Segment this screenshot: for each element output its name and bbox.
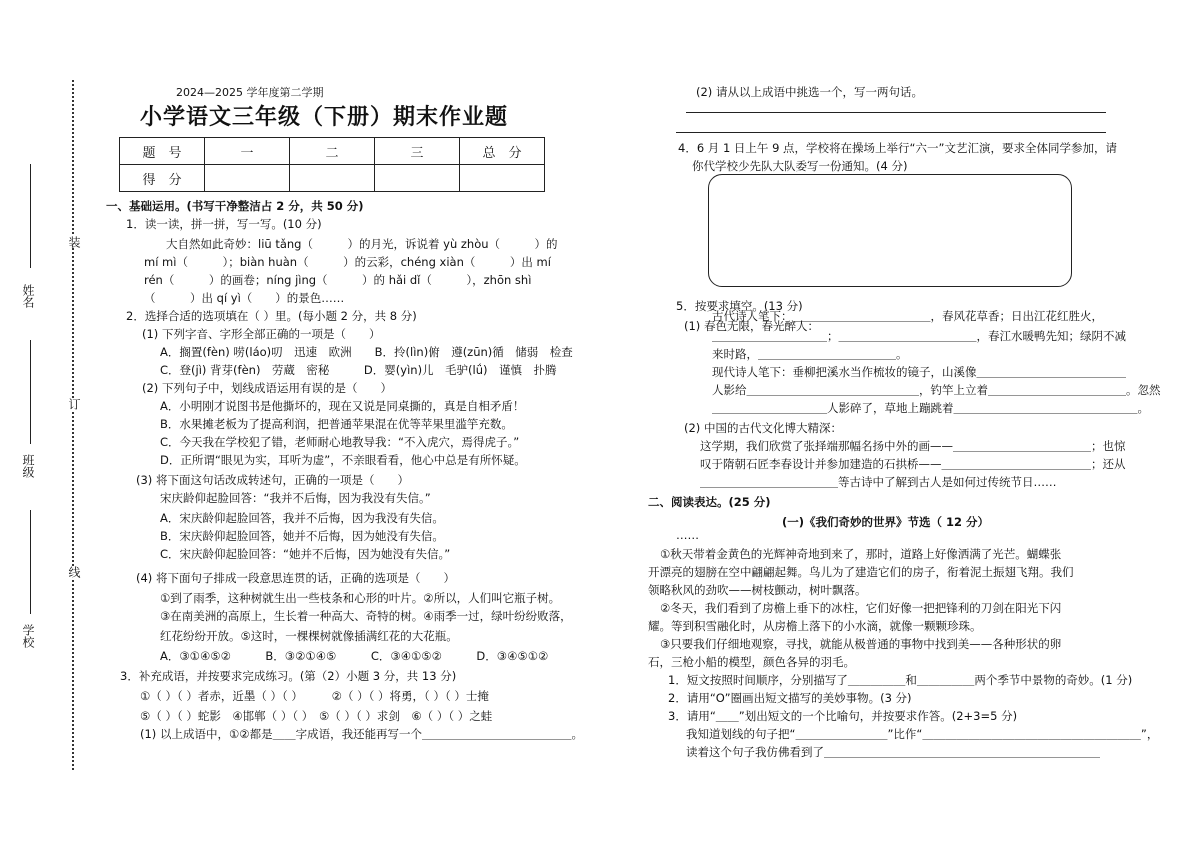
bind-word-ding: 订 (67, 398, 81, 410)
answer-line[interactable] (686, 112, 1106, 113)
fill-line: ＿＿＿＿＿＿＿＿＿＿＿＿等古诗中了解到古人是如何过传统节日…… (700, 475, 1057, 489)
sub-question: (1) 春色无限，春光醉人： (684, 319, 819, 333)
option-line: C．今天我在学校犯了错，老师耐心地教导我：“不入虎穴，焉得虎子。” (160, 435, 520, 449)
sub-question: (3) 将下面这句话改成转述句，正确的一项是（ ） (136, 473, 409, 487)
passage-line: ③在南美洲的高原上，生长着一种高大、奇特的树。④雨季一过，绿叶纷纷败落， (160, 609, 572, 623)
fill-line: 叹于隋朝石匠李春设计并参加建造的石拱桥——＿＿＿＿＿＿＿＿＿＿＿＿＿；还从 (700, 457, 1126, 471)
option-line: A．宋庆龄仰起脸回答，我并不后悔，因为我没有失信。 (160, 511, 444, 525)
section-heading: 一、基础运用。(书写干净整洁占 2 分，共 50 分) (106, 199, 364, 213)
passage-line: …… (676, 528, 699, 542)
score-cell: 总 分 (460, 138, 545, 165)
option-line: A．③①④⑤② B．③②①④⑤ C．③④①⑤② D．③④⑤①② (160, 649, 549, 663)
score-input-cell[interactable] (375, 165, 460, 192)
passage-line: ①到了雨季，这种树就生出一些枝条和心形的叶片。②所以，人们叫它瓶子树。 (160, 591, 561, 605)
sub-question: (2) 请从以上成语中挑选一个，写一两句话。 (696, 85, 923, 99)
question-5: 5．按要求填空。(13 分) (676, 299, 803, 313)
option-line: B．水果摊老板为了提高利润，把普通苹果混在优等苹果里滥竽充数。 (160, 417, 513, 431)
school-label: 学校 (21, 624, 35, 648)
question-4: 4．6 月 1 日上午 9 点，学校将在操场上举行“六一”文艺汇演，要求全体同学参加，请 (678, 141, 1117, 155)
score-table-row (120, 165, 545, 192)
score-cell: 一 (205, 138, 290, 165)
pinyin-line: rén（ ）的画卷；níng jìng（ ）的 hǎi dǐ（ ），zhōn shì (144, 273, 532, 287)
passage-line: 领略秋风的劲吹——树枝颤动，树叶飘落。 (648, 583, 867, 597)
fill-line: 现代诗人笔下：垂柳把溪水当作梳妆的镜子，山溪像＿＿＿＿＿＿＿＿＿＿＿＿＿ (712, 365, 1126, 379)
fill-line: ＿＿＿＿＿＿＿＿＿＿人影碎了，草地上蹦跳着＿＿＿＿＿＿＿＿＿＿＿＿＿＿＿＿。 (712, 401, 1149, 415)
name-field[interactable] (30, 164, 31, 268)
bind-word-zhuang: 装 (67, 236, 81, 248)
binding-margin (0, 0, 92, 849)
option-line: D．正所谓“眼见为实，耳听为虚”，不亲眼看看，他心中总是有所怀疑。 (160, 453, 526, 467)
passage-line: 耀。等到积雪融化时，从房檐上落下的小水滴，就像一颗颗珍珠。 (648, 619, 982, 633)
bind-word-xian: 线 (67, 566, 81, 578)
score-input-cell[interactable] (460, 165, 545, 192)
option-line: C．宋庆龄仰起脸回答：“她并不后悔，因为她没有失信。” (160, 547, 451, 561)
page-title: 小学语文三年级（下册）期末作业题 (140, 104, 509, 130)
question-1: 1．读一读，拼一拼，写一写。(10 分) (126, 217, 322, 231)
binding-dotted-line (72, 80, 74, 770)
fill-line: 人影给＿＿＿＿＿＿＿＿＿＿＿＿＿＿＿，钓竿上立着＿＿＿＿＿＿＿＿＿＿＿＿。忽然 (712, 383, 1161, 397)
notice-writing-box[interactable] (708, 174, 1072, 287)
sub-question: (1) 下列字音、字形全部正确的一项是（ ） (142, 327, 381, 341)
term-subtitle: 2024—2025 学年度第二学期 (176, 86, 324, 99)
fill-line: 读着这个句子我仿佛看到了＿＿＿＿＿＿＿＿＿＿＿＿＿＿＿＿＿＿＿＿＿＿＿＿ (686, 745, 1100, 759)
fill-line: 古代诗人笔下：＿＿＿＿＿＿＿＿＿＿＿＿，春风花草香；日出江花红胜火， (712, 309, 1103, 323)
sub-question: (4) 将下面句子排成一段意思连贯的话，正确的选项是（ ） (136, 571, 455, 585)
answer-line[interactable] (676, 132, 1106, 133)
reading-question: 3．请用“＿＿”划出短文的一个比喻句，并按要求作答。(2+3=5 分) (668, 709, 1018, 723)
question-3: 3．补充成语，并按要求完成练习。(第（2）小题 3 分，共 13 分) (120, 669, 457, 683)
pinyin-line: 大自然如此奇妙：liū tǎng（ ）的月光，诉说着 yù zhòu（ ）的 (166, 237, 558, 251)
fill-line: 这学期，我们欣赏了张择端那幅名扬中外的画——＿＿＿＿＿＿＿＿＿＿＿＿；也惊 (700, 439, 1126, 453)
pinyin-line: mí mì（ ）；biàn huàn（ ）的云彩，chéng xiàn（ ）出 mí (144, 255, 551, 269)
school-field[interactable] (30, 510, 31, 614)
idiom-question: (1) 以上成语中，①②都是＿＿字成语，我还能再写一个＿＿＿＿＿＿＿＿＿＿＿＿＿。 (140, 727, 584, 741)
passage-line: 红花纷纷开放。⑤这时，一棵棵树就像插满红花的大花瓶。 (160, 629, 458, 643)
reading-question: 1．短文按照时间顺序，分别描写了＿＿＿＿＿和＿＿＿＿＿两个季节中景物的奇妙。(1 分) (668, 673, 1133, 687)
fill-line: 我知道划线的句子把“＿＿＿＿＿＿＿＿”比作“＿＿＿＿＿＿＿＿＿＿＿＿＿＿＿＿＿＿＿”， (686, 727, 1159, 741)
fill-line: 来时路，＿＿＿＿＿＿＿＿＿＿＿＿。 (712, 347, 908, 361)
pinyin-line: （ ）出 qí yì（ ）的景色…… (144, 291, 345, 305)
score-cell: 三 (375, 138, 460, 165)
idiom-line: ⑤（ ）（ ）蛇影 ④邯郸（ ）（ ） ⑤（ ）（ ）求剑 ⑥（ ）（ ）之蛙 (140, 709, 493, 723)
sub-question: (2) 下列句子中，划线成语运用有误的是（ ） (142, 381, 392, 395)
passage-line: 开漂亮的翅膀在空中翩翩起舞。鸟儿为了建造它们的房子，衔着泥土振翅飞翔。我们 (648, 565, 1074, 579)
score-cell: 二 (290, 138, 375, 165)
sub-question: (2) 中国的古代文化博大精深： (684, 421, 842, 435)
score-input-cell[interactable] (290, 165, 375, 192)
class-label: 班级 (21, 454, 35, 478)
passage-line: 石，三枪小船的模型，颜色各异的羽毛。 (648, 655, 855, 669)
fill-line: ＿＿＿＿＿＿＿＿＿＿；＿＿＿＿＿＿＿＿＿＿＿＿，春江水暖鸭先知；绿阴不减 (712, 329, 1126, 343)
score-input-cell[interactable] (205, 165, 290, 192)
option-line: A．小明刚才说图书是他撕坏的，现在又说是同桌撕的，真是自相矛盾！ (160, 399, 525, 413)
option-line: C．登(jì) 背芽(fèn) 劳蔵 密秘 D．婴(yìn)儿 毛驴(lǘ) 谨慎 扑腾 (160, 363, 557, 377)
passage-title: (一)《我们奇妙的世界》节选（ 12 分） (782, 515, 990, 529)
quote-line: 宋庆龄仰起脸回答：“我并不后悔，因为我没有失信。” (160, 491, 431, 505)
class-field[interactable] (30, 340, 31, 444)
section-heading: 二、阅读表达。(25 分) (648, 495, 771, 509)
name-label: 姓名 (21, 284, 35, 308)
passage-line: ②冬天，我们看到了房檐上垂下的冰柱，它们好像一把把锋利的刀剑在阳光下闪 (660, 601, 1062, 615)
score-cell: 得 分 (120, 165, 205, 192)
reading-question: 2．请用“O”圈画出短文描写的美妙事物。(3 分) (668, 691, 912, 705)
question-2: 2．选择合适的选项填在（ ）里。(每小题 2 分，共 8 分) (126, 309, 417, 323)
passage-line: ①秋天带着金黄色的光辉神奇地到来了，那时，道路上好像洒满了光芒。蝴蝶张 (660, 547, 1062, 561)
score-table-row (120, 138, 545, 165)
score-cell: 题 号 (120, 138, 205, 165)
idiom-line: ①（ ）（ ）者赤，近墨（ ）（ ） ②（ ）（ ）将勇，（ ）（ ）士掩 (140, 689, 489, 703)
question-4-cont: 你代学校少先队大队委写一份通知。(4 分) (692, 159, 908, 173)
passage-line: ③只要我们仔细地观察，寻找，就能从极普通的事物中找到美——各种形状的卵 (660, 637, 1062, 651)
option-line: A．搁置(fèn) 唠(láo)叨 迅速 欧洲 B．拎(lìn)俯 遵(zūn)循 储弱 检查 (160, 345, 573, 359)
option-line: B．宋庆龄仰起脸回答，她并不后悔，因为她没有失信。 (160, 529, 444, 543)
score-table (119, 137, 545, 192)
